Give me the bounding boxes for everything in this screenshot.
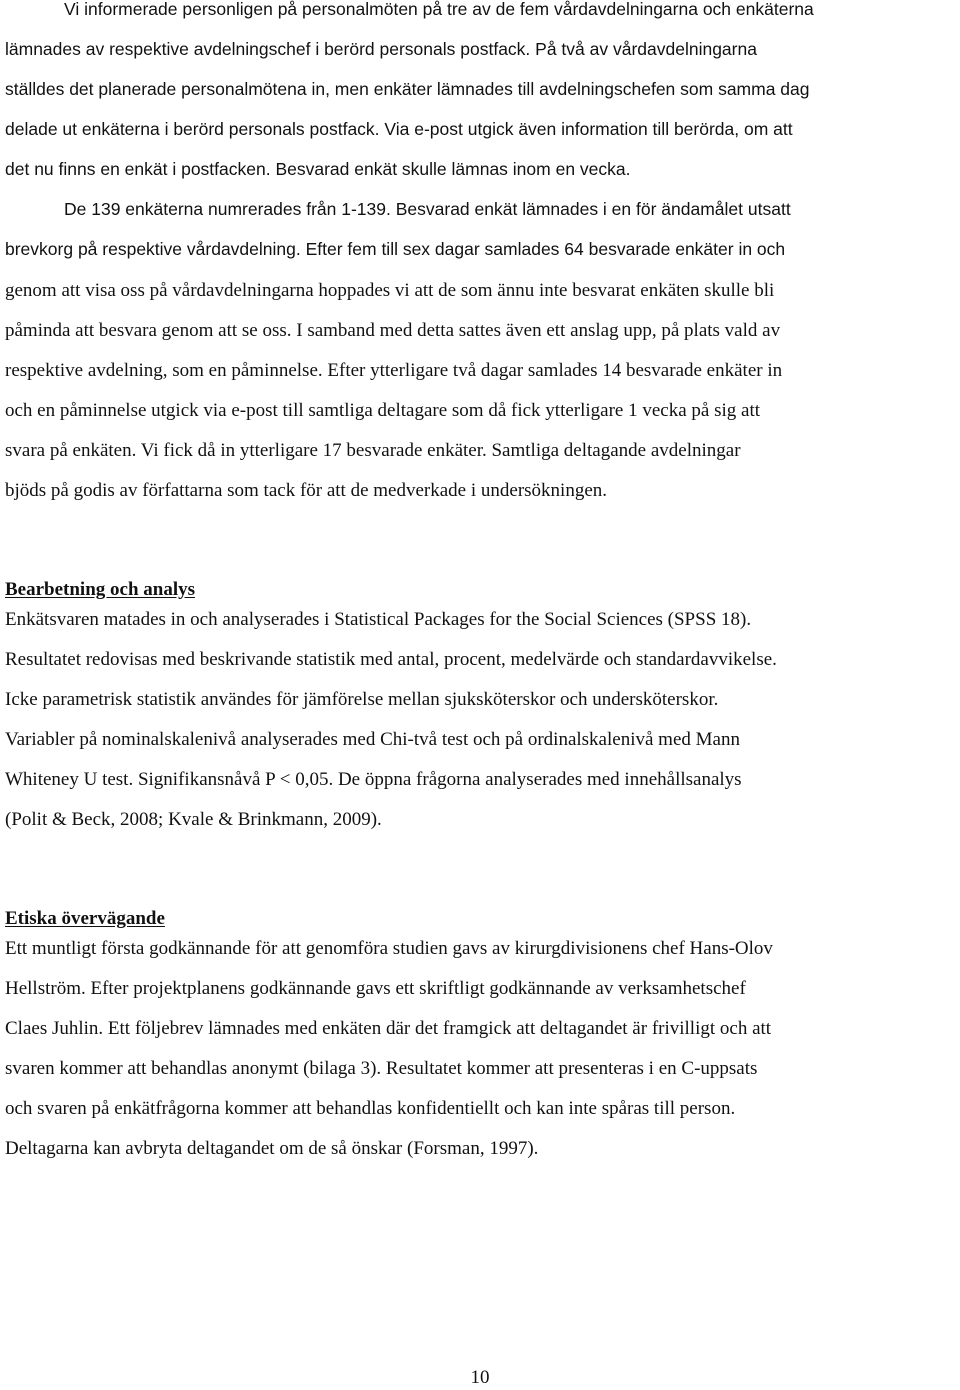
text-line: (Polit & Beck, 2008; Kvale & Brinkmann, 2009). bbox=[5, 809, 382, 830]
text-line: påminda att besvara genom att se oss. I samband med detta sattes även ett anslag upp, på plats vald av bbox=[5, 320, 781, 341]
text-line: ställdes det planerade personalmötena in, men enkäter lämnades till avdelningschefen som samma dag bbox=[5, 79, 810, 99]
section-heading: Bearbetning och analys bbox=[5, 579, 196, 600]
text-line: genom att visa oss på vårdavdelningarna hoppades vi att de som ännu inte besvarat enkäten skulle bli bbox=[5, 280, 775, 301]
text-line: bjöds på godis av författarna som tack för att de medverkade i undersökningen. bbox=[5, 480, 608, 501]
page-number: 10 bbox=[470, 1367, 490, 1388]
text-line: Claes Juhlin. Ett följebrev lämnades med enkäten där det framgick att deltagandet är frivilligt och att bbox=[5, 1018, 772, 1039]
text-line: delade ut enkäterna i berörd personals postfack. Via e-post utgick även information till berörda, om att bbox=[5, 119, 793, 139]
text-line: svara på enkäten. Vi fick då in ytterligare 17 besvarade enkäter. Samtliga deltagande avdelningar bbox=[5, 440, 741, 461]
text-line: svaren kommer att behandlas anonymt (bilaga 3). Resultatet kommer att presenteras i en C-uppsats bbox=[5, 1058, 758, 1079]
text-line: Ett muntligt första godkännande för att genomföra studien gavs av kirurgdivisionens chef Hans-Olov bbox=[5, 938, 773, 959]
text-line: Hellström. Efter projektplanens godkännande gavs ett skriftligt godkännande av verksamhetschef bbox=[5, 978, 746, 999]
text-line: brevkorg på respektive vårdavdelning. Efter fem till sex dagar samlades 64 besvarade enkäter in och bbox=[5, 239, 786, 259]
section-heading: Etiska övervägande bbox=[5, 908, 165, 929]
text-line: respektive avdelning, som en påminnelse. Efter ytterligare två dagar samlades 14 besvarade enkäter in bbox=[5, 360, 783, 381]
text-line: Whiteney U test. Signifikansnåvå P < 0,05. De öppna frågorna analyserades med innehållsanalys bbox=[5, 769, 742, 790]
text-line: lämnades av respektive avdelningschef i berörd personals postfack. På två av vårdavdelningarna bbox=[5, 39, 757, 59]
text-line: Vi informerade personligen på personalmöten på tre av de fem vårdavdelningarna och enkäterna bbox=[64, 0, 814, 19]
text-line: och svaren på enkätfrågorna kommer att behandlas konfidentiellt och kan inte spåras till person. bbox=[5, 1098, 736, 1119]
text-line: Icke parametrisk statistik användes för jämförelse mellan sjuksköterskor och undersköterskor. bbox=[5, 689, 719, 710]
text-line: Enkätsvaren matades in och analyserades i Statistical Packages for the Social Sciences (SPSS 18). bbox=[5, 609, 752, 630]
text-line: och en påminnelse utgick via e-post till samtliga deltagare som då fick ytterligare 1 vecka på sig att bbox=[5, 400, 760, 421]
text-line: det nu finns en enkät i postfacken. Besvarad enkät skulle lämnas inom en vecka. bbox=[5, 159, 631, 179]
text-line: Deltagarna kan avbryta deltagandet om de så önskar (Forsman, 1997). bbox=[5, 1138, 539, 1159]
text-line: Variabler på nominalskalenivå analyserades med Chi-två test och på ordinalskalenivå med Mann bbox=[5, 729, 740, 750]
text-line: De 139 enkäterna numrerades från 1-139. Besvarad enkät lämnades i en för ändamålet utsatt bbox=[64, 199, 791, 219]
text-line: Resultatet redovisas med beskrivande statistik med antal, procent, medelvärde och standardavvikelse. bbox=[5, 649, 777, 670]
